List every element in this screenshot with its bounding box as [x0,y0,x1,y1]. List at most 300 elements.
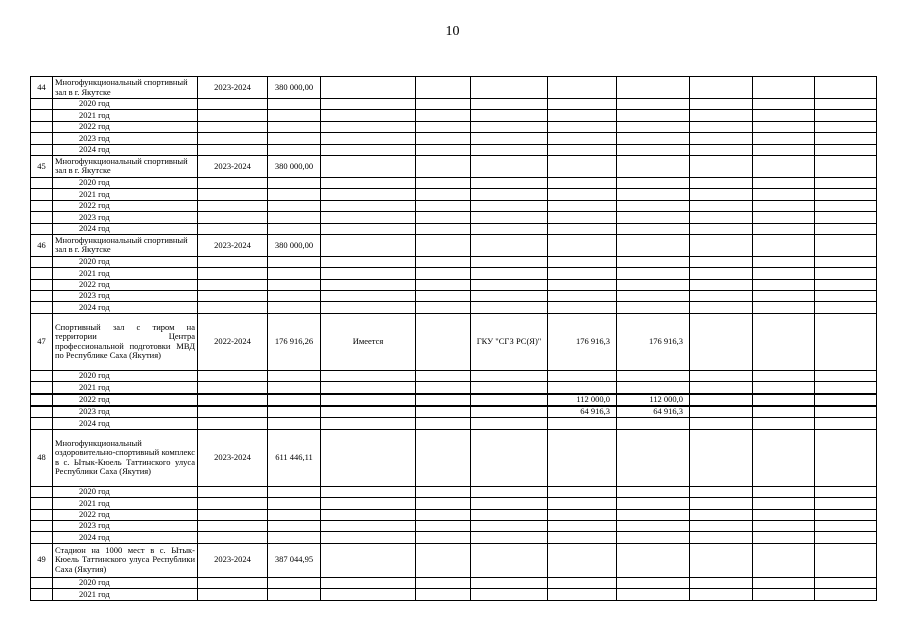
empty-cell [471,291,548,302]
empty-cell [198,200,268,211]
empty-cell [321,189,416,200]
construction-period: 2023-2024 [198,155,268,177]
empty-cell [617,144,690,155]
year-label: 2021 год [53,589,198,600]
empty-cell [471,429,548,486]
empty-cell [321,256,416,267]
empty-cell [815,133,877,144]
empty-cell [753,268,815,279]
empty-cell [753,133,815,144]
empty-cell [198,212,268,223]
customer: ГКУ "СГЗ РС(Я)" [471,313,548,370]
empty-cell [198,189,268,200]
empty-cell [690,268,753,279]
empty-cell [690,223,753,234]
empty-cell [471,110,548,121]
empty-cell [471,543,548,577]
empty-cell [815,77,877,99]
empty-cell [268,121,321,132]
year-row [31,589,877,600]
empty-cell [471,509,548,520]
object-name: Многофункциональный спортивный зал в г. Якутске [53,155,198,177]
empty-cell [321,155,416,177]
year-label: 2021 год [53,498,198,509]
empty-cell [31,133,53,144]
empty-cell [268,279,321,290]
empty-cell [416,418,471,429]
empty-cell [815,200,877,211]
empty-cell [548,177,617,188]
empty-cell [198,279,268,290]
empty-cell [548,110,617,121]
empty-cell [548,77,617,99]
empty-cell [471,394,548,406]
empty-cell [815,394,877,406]
empty-cell [31,418,53,429]
empty-cell [815,520,877,531]
funding-budget: 112 000,0 [617,394,690,406]
object-name: Многофункциональный спортивный зал в г. Якутске [53,234,198,256]
object-name: Спортивный зал с тиром на территории Центра профессиональной подготовки МВД по Республике Саха (Якутия) [53,313,198,370]
empty-cell [268,200,321,211]
empty-cell [321,509,416,520]
empty-cell [31,532,53,543]
estimated-cost: 611 446,11 [268,429,321,486]
empty-cell [198,256,268,267]
funding-budget: 64 916,3 [617,406,690,418]
empty-cell [753,144,815,155]
empty-cell [753,589,815,600]
empty-cell [617,486,690,497]
empty-cell [753,212,815,223]
year-row [31,394,877,406]
empty-cell [321,133,416,144]
empty-cell [617,177,690,188]
empty-cell [753,279,815,290]
empty-cell [416,268,471,279]
year-label: 2020 год [53,177,198,188]
row-number: 49 [31,543,53,577]
empty-cell [416,577,471,588]
empty-cell [416,543,471,577]
empty-cell [753,532,815,543]
empty-cell [690,302,753,313]
empty-cell [690,99,753,110]
empty-cell [321,429,416,486]
empty-cell [815,291,877,302]
empty-cell [416,155,471,177]
empty-cell [753,99,815,110]
empty-cell [321,223,416,234]
empty-cell [815,256,877,267]
empty-cell [617,99,690,110]
empty-cell [548,212,617,223]
empty-cell [548,99,617,110]
empty-cell [548,121,617,132]
empty-cell [198,110,268,121]
documentation-status: Имеется [321,313,416,370]
year-label: 2022 год [53,200,198,211]
empty-cell [815,99,877,110]
empty-cell [471,486,548,497]
empty-cell [416,406,471,418]
row-number: 45 [31,155,53,177]
empty-cell [268,268,321,279]
empty-cell [690,77,753,99]
empty-cell [31,177,53,188]
empty-cell [31,577,53,588]
empty-cell [690,509,753,520]
empty-cell [321,589,416,600]
empty-cell [617,268,690,279]
empty-cell [690,418,753,429]
empty-cell [617,121,690,132]
estimated-cost: 380 000,00 [268,155,321,177]
empty-cell [416,498,471,509]
year-label: 2022 год [53,121,198,132]
empty-cell [321,121,416,132]
empty-cell [416,509,471,520]
empty-cell [617,291,690,302]
empty-cell [198,406,268,418]
empty-cell [321,394,416,406]
empty-cell [416,144,471,155]
empty-cell [198,532,268,543]
empty-cell [471,268,548,279]
year-row [31,520,877,531]
construction-period: 2023-2024 [198,429,268,486]
empty-cell [815,177,877,188]
empty-cell [268,406,321,418]
empty-cell [198,486,268,497]
empty-cell [815,110,877,121]
empty-cell [471,189,548,200]
funding-total: 112 000,0 [548,394,617,406]
empty-cell [753,256,815,267]
empty-cell [321,234,416,256]
empty-cell [548,577,617,588]
empty-cell [815,370,877,381]
empty-cell [31,189,53,200]
year-row [31,302,877,313]
empty-cell [416,223,471,234]
empty-cell [198,498,268,509]
empty-cell [198,223,268,234]
empty-cell [471,121,548,132]
empty-cell [815,155,877,177]
empty-cell [690,291,753,302]
empty-cell [321,382,416,394]
empty-cell [617,589,690,600]
empty-cell [416,370,471,381]
empty-cell [753,291,815,302]
estimated-cost: 380 000,00 [268,77,321,99]
empty-cell [416,429,471,486]
empty-cell [617,543,690,577]
year-label: 2023 год [53,406,198,418]
empty-cell [321,302,416,313]
empty-cell [198,302,268,313]
empty-cell [31,268,53,279]
empty-cell [753,382,815,394]
empty-cell [321,144,416,155]
empty-cell [471,200,548,211]
empty-cell [268,394,321,406]
object-row [31,543,877,577]
year-label: 2020 год [53,256,198,267]
year-row [31,498,877,509]
empty-cell [321,200,416,211]
empty-cell [753,313,815,370]
empty-cell [753,189,815,200]
empty-cell [690,144,753,155]
empty-cell [31,406,53,418]
empty-cell [198,268,268,279]
empty-cell [690,382,753,394]
object-name: Стадион на 1000 мест в с. Ытык-Кюель Таттинского улуса Республики Саха (Якутия) [53,543,198,577]
empty-cell [198,99,268,110]
empty-cell [690,279,753,290]
empty-cell [690,110,753,121]
year-label: 2024 год [53,418,198,429]
object-row [31,155,877,177]
empty-cell [416,382,471,394]
estimated-cost: 176 916,26 [268,313,321,370]
empty-cell [198,394,268,406]
empty-cell [815,189,877,200]
empty-cell [471,256,548,267]
row-number: 48 [31,429,53,486]
year-row [31,370,877,381]
empty-cell [753,302,815,313]
empty-cell [815,313,877,370]
year-label: 2022 год [53,279,198,290]
empty-cell [617,155,690,177]
construction-period: 2022-2024 [198,313,268,370]
empty-cell [31,589,53,600]
empty-cell [815,498,877,509]
year-label: 2021 год [53,382,198,394]
empty-cell [617,520,690,531]
empty-cell [321,370,416,381]
empty-cell [815,268,877,279]
year-label: 2020 год [53,370,198,381]
empty-cell [321,279,416,290]
empty-cell [690,121,753,132]
row-number: 46 [31,234,53,256]
empty-cell [548,268,617,279]
estimated-cost: 380 000,00 [268,234,321,256]
empty-cell [815,144,877,155]
empty-cell [471,223,548,234]
empty-cell [753,418,815,429]
row-number: 44 [31,77,53,99]
empty-cell [471,577,548,588]
empty-cell [416,200,471,211]
empty-cell [268,177,321,188]
year-row [31,418,877,429]
empty-cell [198,577,268,588]
empty-cell [690,429,753,486]
empty-cell [753,406,815,418]
empty-cell [198,370,268,381]
empty-cell [268,370,321,381]
empty-cell [268,302,321,313]
empty-cell [815,234,877,256]
empty-cell [617,370,690,381]
empty-cell [268,144,321,155]
empty-cell [31,279,53,290]
empty-cell [416,291,471,302]
empty-cell [548,543,617,577]
year-row [31,291,877,302]
empty-cell [815,418,877,429]
empty-cell [815,406,877,418]
object-row [31,234,877,256]
empty-cell [690,212,753,223]
empty-cell [471,382,548,394]
empty-cell [268,382,321,394]
empty-cell [268,133,321,144]
empty-cell [548,486,617,497]
empty-cell [321,418,416,429]
empty-cell [548,370,617,381]
empty-cell [31,394,53,406]
empty-cell [690,370,753,381]
empty-cell [617,234,690,256]
empty-cell [416,394,471,406]
year-row [31,532,877,543]
empty-cell [268,532,321,543]
year-row [31,189,877,200]
empty-cell [753,394,815,406]
empty-cell [321,498,416,509]
empty-cell [198,509,268,520]
empty-cell [268,291,321,302]
empty-cell [31,121,53,132]
empty-cell [548,520,617,531]
empty-cell [690,498,753,509]
object-row [31,429,877,486]
year-label: 2023 год [53,133,198,144]
empty-cell [690,256,753,267]
empty-cell [268,418,321,429]
empty-cell [815,382,877,394]
empty-cell [268,223,321,234]
empty-cell [268,189,321,200]
empty-cell [416,77,471,99]
empty-cell [617,133,690,144]
year-label: 2023 год [53,212,198,223]
year-label: 2021 год [53,189,198,200]
empty-cell [198,418,268,429]
empty-cell [753,370,815,381]
empty-cell [815,509,877,520]
empty-cell [548,532,617,543]
empty-cell [321,543,416,577]
empty-cell [198,177,268,188]
empty-cell [690,543,753,577]
empty-cell [471,589,548,600]
empty-cell [321,268,416,279]
empty-cell [416,177,471,188]
empty-cell [321,532,416,543]
empty-cell [471,520,548,531]
empty-cell [416,234,471,256]
empty-cell [815,486,877,497]
empty-cell [268,509,321,520]
empty-cell [617,532,690,543]
empty-cell [321,99,416,110]
empty-cell [548,133,617,144]
year-row [31,212,877,223]
construction-period: 2023-2024 [198,77,268,99]
empty-cell [471,279,548,290]
empty-cell [753,429,815,486]
empty-cell [471,418,548,429]
empty-cell [690,520,753,531]
empty-cell [548,291,617,302]
empty-cell [753,486,815,497]
empty-cell [548,189,617,200]
empty-cell [268,256,321,267]
empty-cell [617,77,690,99]
year-row [31,279,877,290]
empty-cell [815,577,877,588]
funding-budget: 176 916,3 [617,313,690,370]
empty-cell [753,121,815,132]
empty-cell [690,200,753,211]
empty-cell [31,509,53,520]
empty-cell [321,486,416,497]
empty-cell [31,498,53,509]
empty-cell [471,532,548,543]
empty-cell [471,370,548,381]
empty-cell [198,144,268,155]
year-label: 2022 год [53,509,198,520]
year-row [31,382,877,394]
empty-cell [690,589,753,600]
empty-cell [617,382,690,394]
empty-cell [548,418,617,429]
funding-total: 176 916,3 [548,313,617,370]
empty-cell [416,532,471,543]
empty-cell [416,189,471,200]
empty-cell [815,121,877,132]
empty-cell [31,200,53,211]
empty-cell [753,77,815,99]
funding-total: 64 916,3 [548,406,617,418]
empty-cell [198,291,268,302]
empty-cell [268,589,321,600]
empty-cell [753,200,815,211]
year-label: 2021 год [53,110,198,121]
empty-cell [690,177,753,188]
empty-cell [416,486,471,497]
empty-cell [548,155,617,177]
empty-cell [268,99,321,110]
empty-cell [268,577,321,588]
empty-cell [548,302,617,313]
empty-cell [416,121,471,132]
empty-cell [617,279,690,290]
empty-cell [31,144,53,155]
empty-cell [548,589,617,600]
empty-cell [617,110,690,121]
empty-cell [471,234,548,256]
empty-cell [416,279,471,290]
empty-cell [416,256,471,267]
